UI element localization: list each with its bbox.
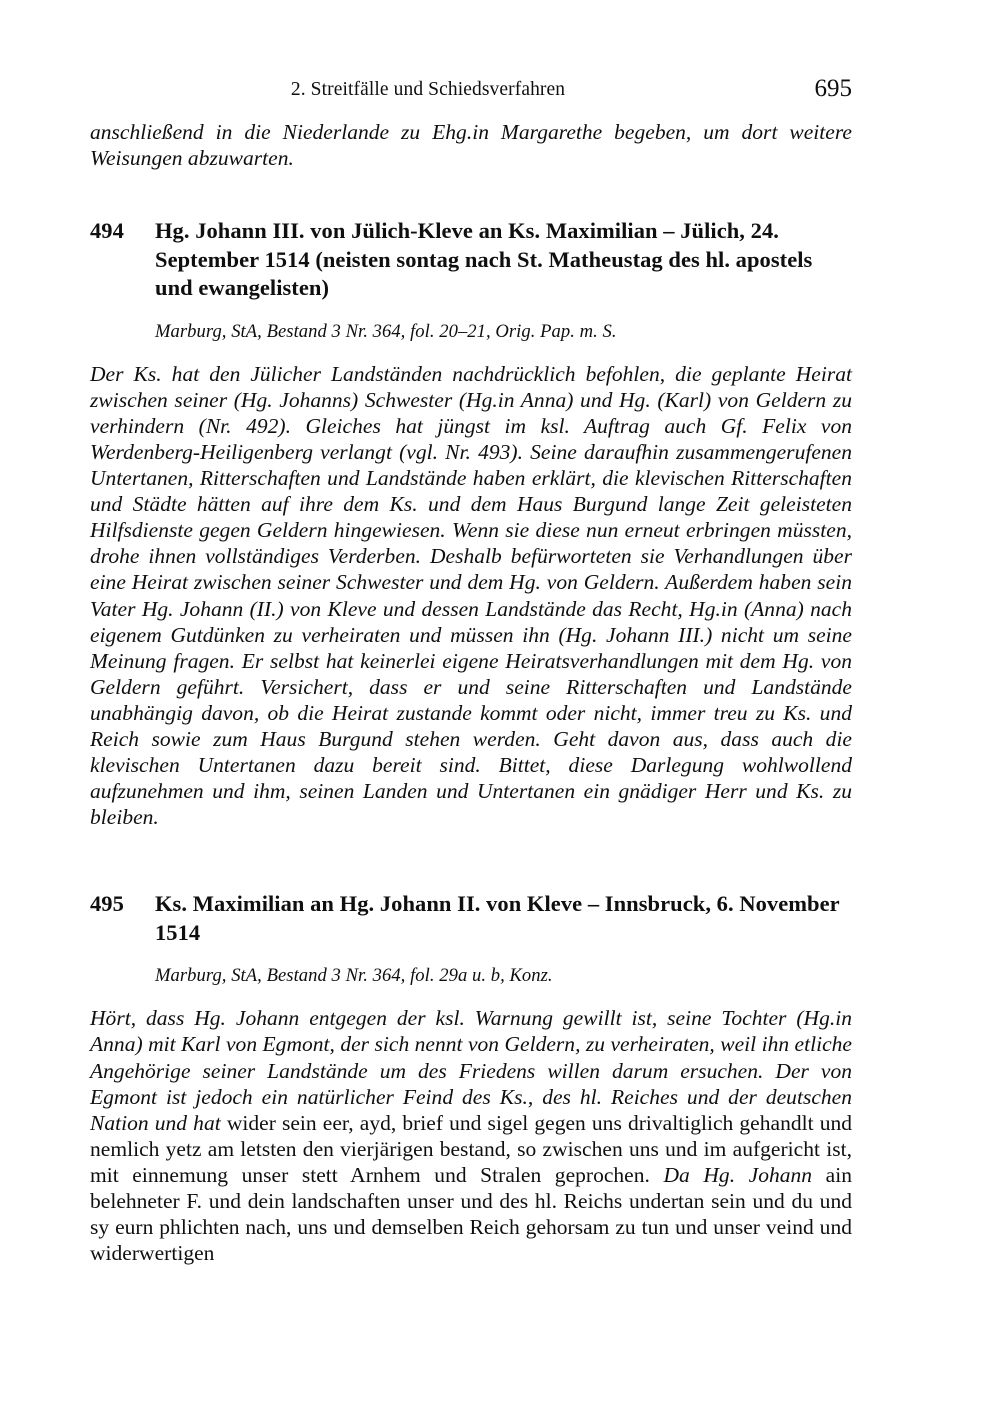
running-head-title: 2. Streitfälle und Schiedsverfahren	[290, 79, 566, 100]
entry-495	[90, 890, 852, 1266]
entry-494-source: Marburg, StA, Bestand 3 Nr. 364, fol. 20–21, Orig. Pap. m. S.	[155, 320, 617, 342]
entry-495-title: Ks. Maximilian an Hg. Johann II. von Kleve – Innsbruck, 6. November 1514	[155, 891, 840, 945]
text-column	[90, 0, 852, 1266]
entry-494-number: 494	[90, 218, 124, 244]
text-run-1-italic: Hört, dass Hg. Johann entgegen der ksl. Warnung gewillt ist, seine Tochter (Hg.in Anna) mit Karl von Egmont, der sich nennt von Geldern, zu verheiraten, weil ihn etliche Angehörige seiner Landstände um des Friedens willen darum ersuchen. Der von Egmont ist jedoch ein natürlicher Feind des Ks., des hl. Reiches und der deutschen Nation und hat	[90, 1006, 852, 1135]
entry-495-source: Marburg, StA, Bestand 3 Nr. 364, fol. 29a u. b, Konz.	[155, 965, 553, 987]
entry-495-heading	[90, 890, 852, 947]
text-run-2-roman: wider sein eer, ayd, brief und sigel gegen uns drivaltiglich gehandlt und nemlich yetz am letsten den vierjärigen bestand, so zwischen uns und im aufgericht ist, mit einnemung unser stett Arnhem und Stralen geprochen.	[90, 1110, 853, 1187]
entry-494-heading	[90, 217, 852, 303]
text-run-4-roman: ain belehneter F. und dein landschaften unser und des hl. Reichs undertan sein und du und sy eurn phlichten nach, uns und demselben Reich gehorsam zu tun und unser veind und widerwertigen	[90, 1162, 852, 1266]
entry-495-body	[90, 1005, 852, 1266]
entry-494-abstract: Der Ks. hat den Jülicher Landständen nachdrücklich befohlen, die geplante Heirat zwischen seiner (Hg. Johanns) Schwester (Hg.in Anna) und Hg. (Karl) von Geldern zu verhindern (Nr. 492). Gleiches hat jüngst im ksl. Auftrag auch Gf. Felix von Werdenberg-Heiligenberg verlangt (vgl. Nr. 493). Seine daraufhin zusammengerufenen Untertanen, Ritterschaften und Landstände haben erklärt, die klevischen Ritterschaften und Städte hätten auf ihre dem Ks. und dem Haus Burgund lange Zeit geleisteten Hilfsdienste gegen Geldern hingewiesen. Wenn sie diese nun erneut erbringen müssten, drohe ihnen vollständiges Verderben. Deshalb befürworteten sie Verhandlungen über eine Heirat zwischen seiner Schwester und dem Hg. von Geldern. Außerdem haben sein Vater Hg. Johann (II.) von Kleve und dessen Landstände das Recht, Hg.in (Anna) nach eigenem Gutdünken zu verheiraten und müssen ihn (Hg. Johann III.) nicht um seine Meinung fragen. Er selbst hat keinerlei eigene Heiratsverhandlungen mit dem Hg. von Geldern geführt. Versichert, dass er und seine Ritterschaften und Landstände unabhängig davon, ob die Heirat zustande kommt oder nicht, immer treu zu Ks. und Reich sowie zum Haus Burgund stehen werden. Geht davon aus, dass auch die klevischen Untertanen dazu bereit sind. Bittet, diese Darlegung wohlwollend aufzunehmen und ihm, seinen Landen und Untertanen ein gnädiger Herr und Ks. zu bleiben.	[90, 361, 852, 830]
entry-494-title: Hg. Johann III. von Jülich-Kleve an Ks. Maximilian – Jülich, 24. September 1514 (neisten sontag nach St. Matheustag des hl. apostels und ewangelisten)	[155, 218, 813, 301]
continued-paragraph: anschließend in die Niederlande zu Ehg.in Margarethe begeben, um dort weitere Weisungen abzuwarten.	[90, 120, 852, 171]
text-run-3-italic: Da Hg. Johann	[663, 1162, 826, 1187]
page-number: 695	[814, 75, 852, 102]
entry-494	[90, 217, 852, 830]
entry-495-number: 495	[90, 891, 124, 917]
running-head	[90, 75, 852, 114]
